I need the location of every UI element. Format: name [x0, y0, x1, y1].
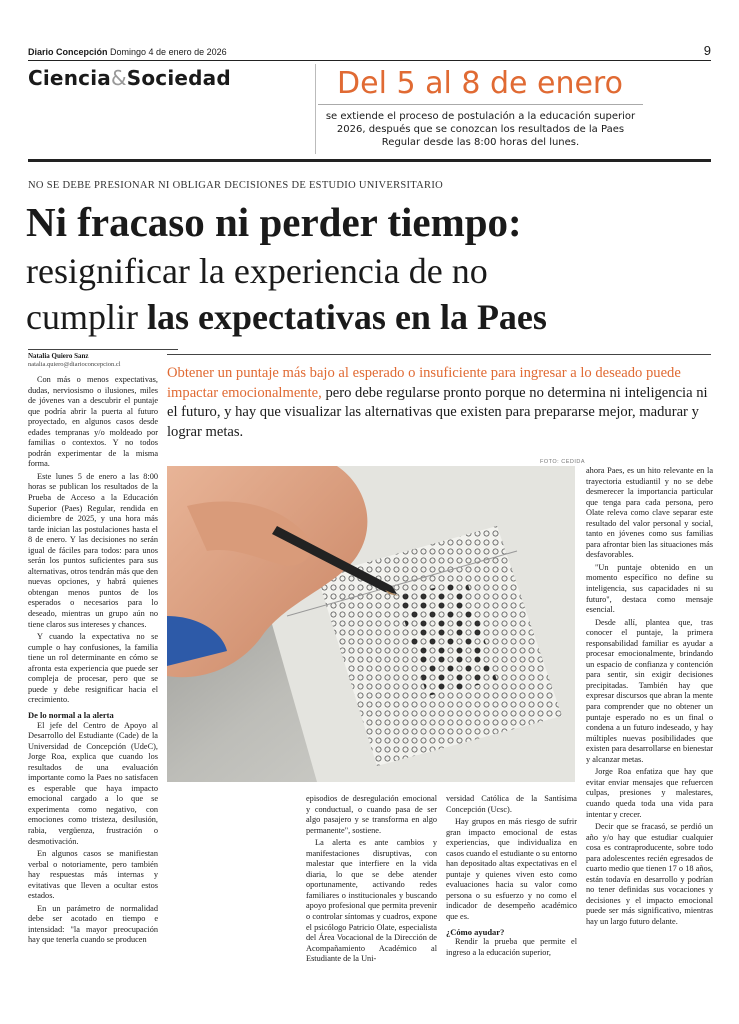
paragraph: Jorge Roa enfatiza que hay que evitar enviar mensajes que refuercen culpas, presiones y malestares, cuando queda toda una vida para intentar y crecer. [586, 767, 713, 819]
paragraph: Desde allí, plantea que, tras conocer el puntaje, la primera responsabilidad familiar es ayudar a procesar emocionalmente, brindando un espacio de confianza y contención para sentir, sin exigir decisiones precipitadas. También hay que expresar discursos que abran la mente para comprender que no obtener un puntaje esperado no es un final o condena a un futuro indeseado, y hay múltiples nuevas posibilidades que existen para desarrollarse en bienestar y alcanzar metas. [586, 617, 713, 764]
highlight-title: Del 5 al 8 de enero [337, 66, 623, 101]
article-photo [167, 466, 575, 782]
paragraph: episodios de desregulación emocional y conductual, o cuando pasa de ser algo pasajero y se transforma en algo permanente", sostiene. [306, 794, 437, 835]
photo-credit: FOTO: CEDIDA [540, 459, 586, 465]
page-number: 9 [703, 43, 711, 58]
lead-rule [167, 354, 711, 355]
subheading: ¿Cómo ayudar? [446, 926, 505, 937]
headline-line-1: Ni fracaso ni perder tiempo: [26, 199, 522, 245]
article-column-1 [28, 375, 158, 946]
headline-line-2: resignificar la experiencia de no [26, 251, 488, 291]
subheading: De lo normal a la alerta [28, 709, 114, 720]
paragraph: versidad Católica de la Santísima Concepción (Ucsc). [446, 794, 577, 814]
paragraph: Decir que se fracasó, se perdió un año y/o hay que estudiar cualquier cosa es contraproducente, sobre todo para adolescentes recién egresados de cuarto medio que tienen 17 o 18 años, están todavía en desarrollo y podrían no tener definidas sus vocaciones y decisiones y el impacto emocional puede ser más significativo, mientras hay un largo futuro delante. [586, 822, 713, 926]
paragraph: El jefe del Centro de Apoyo al Desarrollo del Estudiante (Cade) de la Universidad de Concepción (UdeC), Jorge Roa, explica que cuando los resultados de una evaluación importante como la Paes no satisfacen es esperable que haya impacto emocional cargado a lo que se experimenta como negativo, con emociones como tristeza, desilusión, rabia, vergüenza, frustración o desmotivación. [28, 720, 158, 846]
paragraph: En algunos casos se manifiestan verbal o notoriamente, pero también hay respuestas más internas y evitativas que lleven a ocultar estos estados. [28, 849, 158, 901]
paragraph: Con más o menos expectativas, dudas, nerviosismo o ilusiones, miles de jóvenes van a descubrir el puntaje que podría abrir la puerta al futuro proyectado, en algunos casos desde edades tempranas y/o moldeado por familias o contextos. Y no todos podrán experimentar de la misma forma. [28, 375, 158, 469]
highlight-text: se extiende el proceso de postulación a la educación superior 2026, después que se conozcan los resultados de la Paes Regular desde las 8:00 horas del lunes. [325, 111, 636, 148]
author-name: Natalia Quiero Sanz [28, 352, 89, 360]
paragraph: "Un puntaje obtenido en un momento específico no define su inteligencia, sus capacidades ni su futuro", destaca como mensaje esencial. [586, 562, 713, 615]
article-column-4 [586, 466, 713, 928]
paragraph: Rendir la prueba que permite el ingreso a la educación superior, [446, 937, 577, 957]
exam-sheet-illustration [167, 466, 575, 782]
article-column-2 [306, 794, 437, 965]
lead-paragraph: Obtener un puntaje más bajo al esperado o insuficiente para ingresar a lo deseado puede impactar emocionalmente, pero debe regularse pronto porque no determina ni inteligencia ni el futuro, y hay que visualizar las alternativas que existen para prepararse mejor, madurar y lograr metas. [167, 365, 708, 440]
kicker: NO SE DEBE PRESIONAR NI OBLIGAR DECISIONES DE ESTUDIO UNIVERSITARIO [28, 180, 444, 191]
paragraph: Y cuando la expectativa no se cumple o hay confusiones, la familia tiene un rol determinante en cómo se afronta esta experiencia que puede ser compleja de procesar, pero que se puede y debe resignificar hacia el crecimiento. [28, 632, 158, 705]
paragraph: ahora Paes, es un hito relevante en la trayectoria estudiantil y no se debe desmerecer la importancia particular que tenga para cada persona, pero Olate releva como clave separar este resultado del valor personal y social, tanto en jóvenes como sus familias para afrontar bien las situaciones más desfavorables. [586, 466, 713, 560]
header-thick-rule [28, 159, 711, 162]
headline-line-3: cumplir las expectativas en la Paes [26, 297, 547, 337]
section-title: Ciencia&Sociedad [28, 66, 231, 90]
top-rule [28, 60, 711, 61]
folio: Diario Concepción Domingo 4 de enero de 2026 [28, 47, 227, 57]
author-email: natalia.quiero@diarioconcepcion.cl [28, 361, 121, 368]
highlight-rule [318, 104, 643, 105]
paragraph: Hay grupos en más riesgo de sufrir gran impacto emocional de estas experiencias, que individualiza en casos cuando el estudiante o su entorno han depositado altas expectativas en el puntaje y quienes viven esto como evaluaciones hacia su valor como persona o su esfuerzo y no como el indicador de desempeño académico que es. [446, 817, 577, 922]
paragraph: En un parámetro de normalidad debe ser acotado en tiempo e intensidad: "la mayor preocupación hay que tenerla cuando se producen [28, 903, 158, 945]
paragraph: La alerta es ante cambios y manifestaciones disruptivas, con malestar que interfiere en la vida diaria, lo que se debe atender oportunamente, activando redes familiares o institucionales y buscando apoyo profesional que permita prevenir o controlar síntomas y cuadros, expone el psicólogo Patricio Olate, especialista del Área Vocacional de la Dirección de Acompañamiento Académico al Estudiante de la Uni- [306, 838, 437, 964]
byline-rule [28, 349, 178, 350]
paragraph: Este lunes 5 de enero a las 8:00 horas se publican los resultados de la Prueba de Acceso a la Educación Superior (Paes) Regular, rendida en diciembre de 2025, y una hora más tarde inician las postulaciones hasta el 8 de enero. Y las decisiones no serán igual de fáciles para todos: para unos serán los puntos suficientes para sus alternativas, otros tendrán más que den nuevas opciones, y habrá quienes obtengan menos puntos de los esperados o necesarios para lo deseado, mientras un grupo aún no tiene claros sus intereses y chances. [28, 471, 158, 629]
article-column-3 [446, 794, 577, 958]
